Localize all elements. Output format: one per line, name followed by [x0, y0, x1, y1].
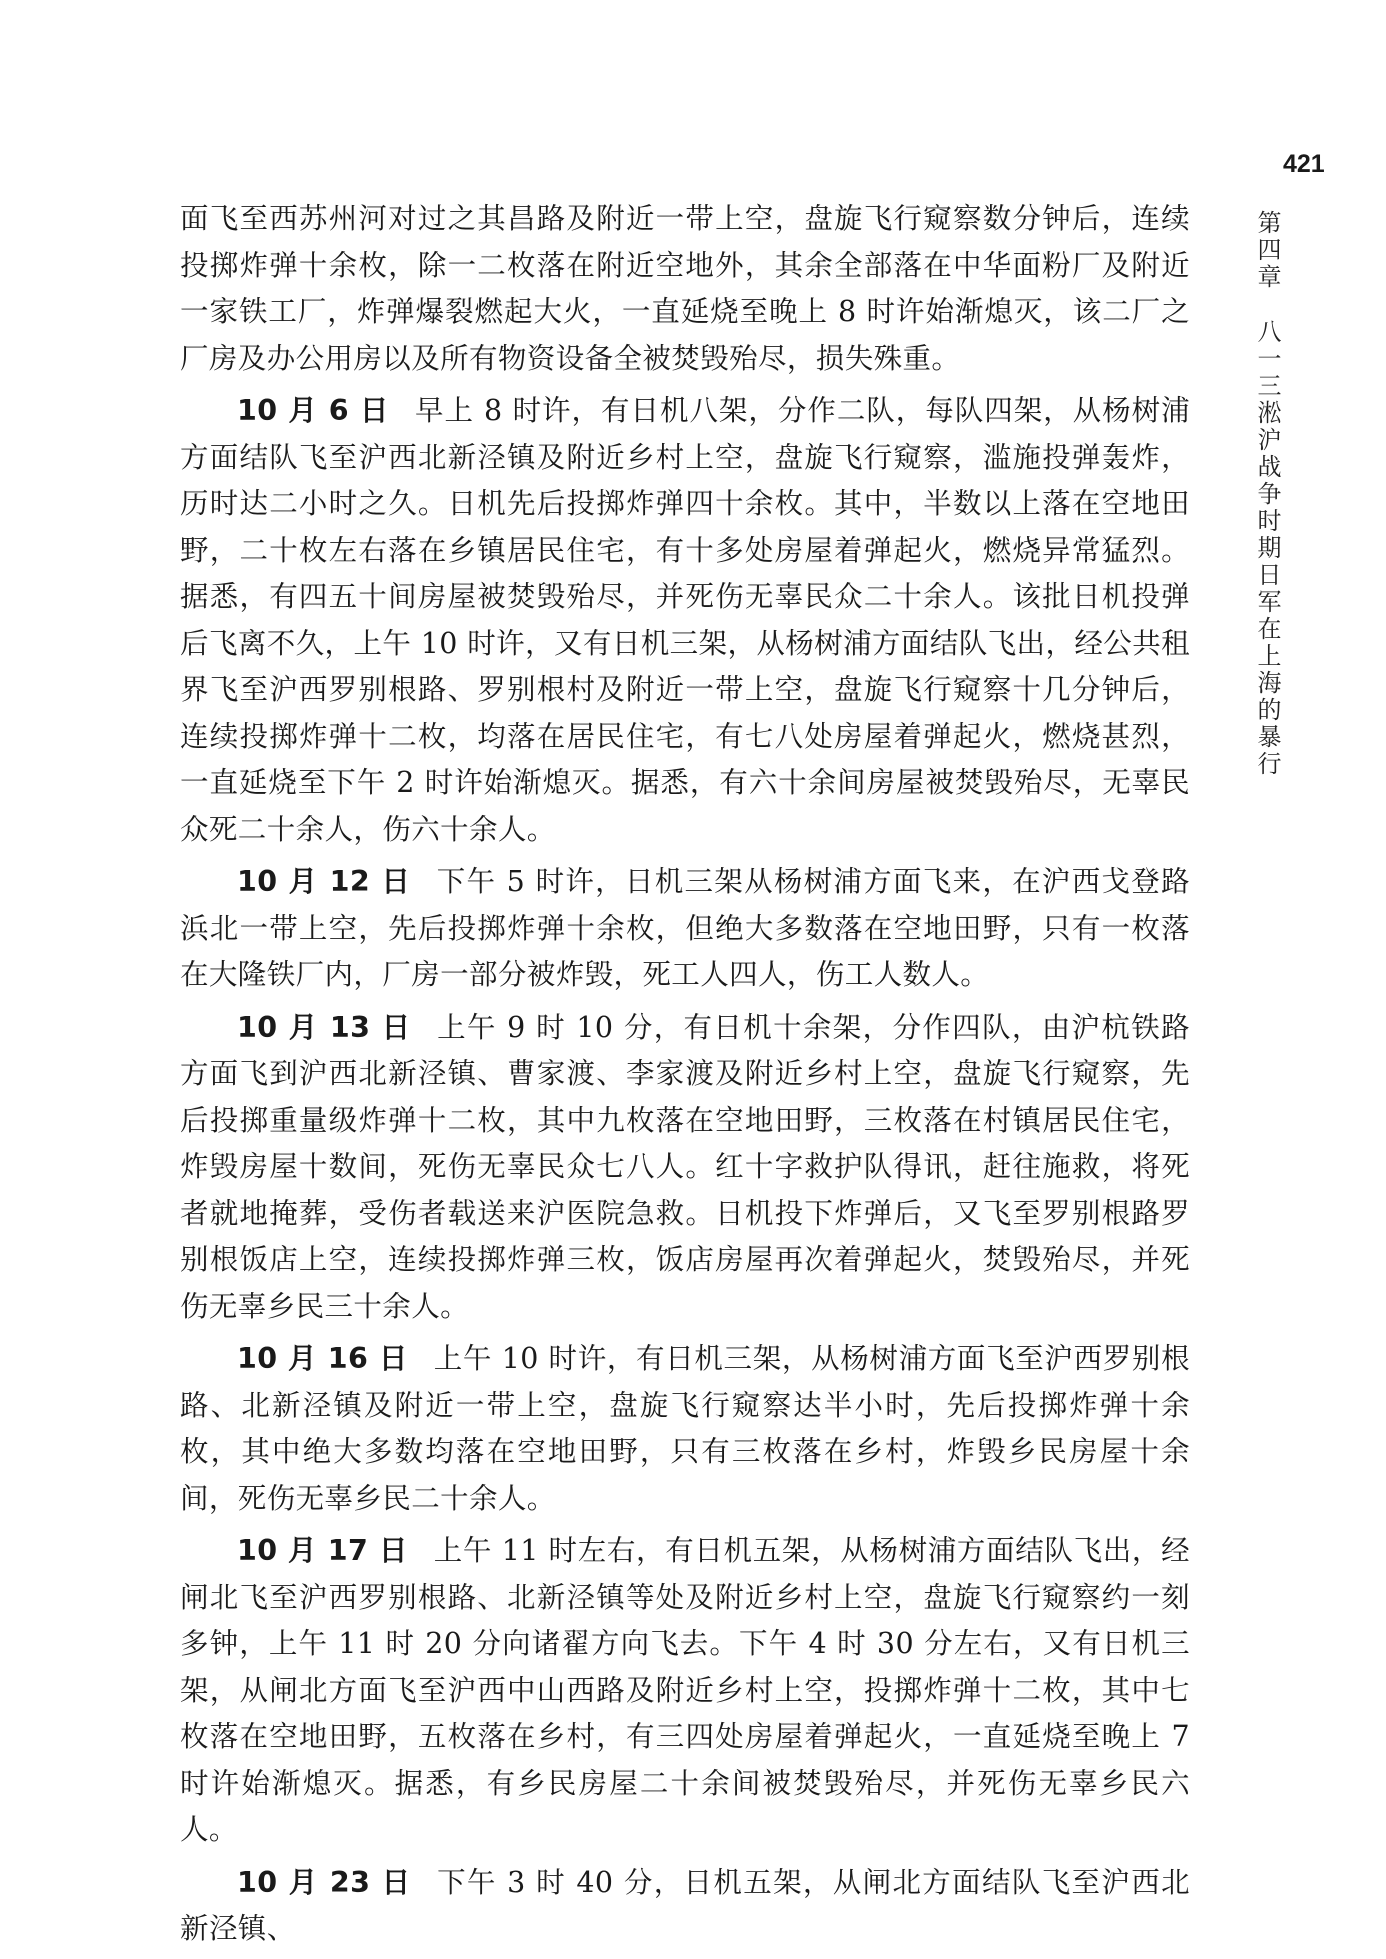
- entry-date: 10 月 13 日: [237, 1010, 412, 1044]
- running-header-chapter: 第四章: [1253, 210, 1281, 291]
- entry-date: 10 月 16 日: [237, 1342, 409, 1375]
- paragraph-oct-6: [180, 388, 1190, 853]
- paragraph-oct-23: [180, 1860, 1190, 1953]
- entry-date: 10 月 23 日: [237, 1865, 412, 1899]
- entry-date: 10 月 17 日: [237, 1534, 409, 1567]
- page-number: 421: [1283, 150, 1325, 178]
- paragraph-continued: [180, 196, 1190, 382]
- running-header: [1245, 210, 1285, 778]
- paragraph-oct-16: [180, 1336, 1190, 1522]
- paragraph-oct-12: [180, 859, 1190, 999]
- paragraph-text: 上午 9 时 10 分，有日机十余架，分作四队，由沪杭铁路方面飞到沪西北新泾镇、曹家渡、李家渡及附近乡村上空，盘旋飞行窥察，先后投掷重量级炸弹十二枚，其中九枚落在空地田野，三枚落在村镇居民住宅，炸毁房屋十数间，死伤无辜民众七八人。红十字救护队得讯，赶往施救，将死者就地掩葬，受伤者载送来沪医院急救。日机投下炸弹后，又飞至罗别根路罗别根饭店上空，连续投掷炸弹三枚，饭店房屋再次着弹起火，焚毁殆尽，并死伤无辜乡民三十余人。: [180, 1010, 1190, 1323]
- paragraph-text: 上午 10 时许，有日机三架，从杨树浦方面飞至沪西罗别根路、北新泾镇及附近一带上空，盘旋飞行窥察达半小时，先后投掷炸弹十余枚，其中绝大多数均落在空地田野，只有三枚落在乡村，炸毁乡民房屋十余间，死伤无辜乡民二十余人。: [180, 1342, 1190, 1515]
- running-header-title: 八一三淞沪战争时期日军在上海的暴行: [1253, 319, 1281, 778]
- body-text: [180, 196, 1190, 1959]
- paragraph-text: 早上 8 时许，有日机八架，分作二队，每队四架，从杨树浦方面结队飞至沪西北新泾镇及附近乡村上空，盘旋飞行窥察，滥施投弹轰炸，历时达二小时之久。日机先后投掷炸弹四十余枚。其中，半数以上落在空地田野，二十枚左右落在乡镇居民住宅，有十多处房屋着弹起火，燃烧异常猛烈。据悉，有四五十间房屋被焚毁殆尽，并死伤无辜民众二十余人。该批日机投弹后飞离不久，上午 10 时许，又有日机三架，从杨树浦方面结队飞出，经公共租界飞至沪西罗别根路、罗别根村及附近一带上空，盘旋飞行窥察十几分钟后，连续投掷炸弹十二枚，均落在居民住宅，有七八处房屋着弹起火，燃烧甚烈，一直延烧至下午 2 时许始渐熄灭。据悉，有六十余间房屋被焚毁殆尽，无辜民众死二十余人，伤六十余人。: [180, 394, 1190, 846]
- entry-date: 10 月 12 日: [237, 865, 412, 898]
- paragraph-text: 下午 5 时许，日机三架从杨树浦方面飞来，在沪西戈登路浜北一带上空，先后投掷炸弹十余枚，但绝大多数落在空地田野，只有一枚落在大隆铁厂内，厂房一部分被炸毁，死工人四人，伤工人数人。: [180, 865, 1190, 991]
- paragraph-text: 面飞至西苏州河对过之其昌路及附近一带上空，盘旋飞行窥察数分钟后，连续投掷炸弹十余枚，除一二枚落在附近空地外，其余全部落在中华面粉厂及附近一家铁工厂，炸弹爆裂燃起大火，一直延烧至晚上 8 时许始渐熄灭，该二厂之厂房及办公用房以及所有物资设备全被焚毁殆尽，损失殊重。: [180, 202, 1190, 375]
- entry-date: 10 月 6 日: [237, 394, 390, 427]
- paragraph-oct-17: [180, 1528, 1190, 1854]
- paragraph-text: 上午 11 时左右，有日机五架，从杨树浦方面结队飞出，经闸北飞至沪西罗别根路、北新泾镇等处及附近乡村上空，盘旋飞行窥察约一刻多钟，上午 11 时 20 分向诸翟方向飞去。下午 4 时 30 分左右，又有日机三架，从闸北方面飞至沪西中山西路及附近乡村上空，投掷炸弹十二枚，其中七枚落在空地田野，五枚落在乡村，有三四处房屋着弹起火，一直延烧至晚上 7 时许始渐熄灭。据悉，有乡民房屋二十余间被焚毁殆尽，并死伤无辜乡民六人。: [180, 1534, 1190, 1846]
- paragraph-oct-13: [180, 1005, 1190, 1331]
- paragraph-text: 下午 3 时 40 分，日机五架，从闸北方面结队飞至沪西北新泾镇、: [180, 1865, 1190, 1945]
